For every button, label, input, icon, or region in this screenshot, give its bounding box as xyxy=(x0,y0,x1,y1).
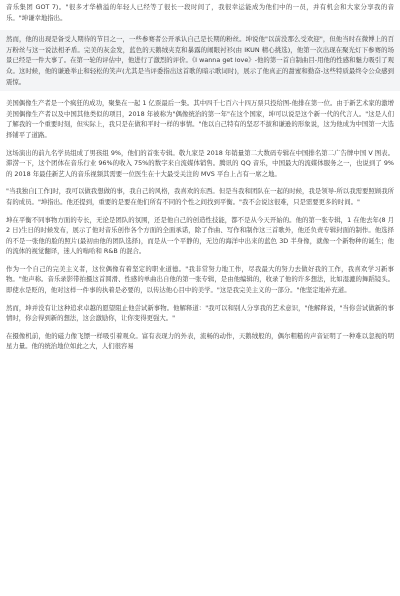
article-paragraph: 这场演出的前九名学员组成了男孩组 9%，他们的首张专辑。敬九家是 2018 年销量第二大数码专辑在中国排名第二广告牌中国 V 图表。滞涝一下，这个团体在音乐行业 96%的收入 75%的数字来自流媒体销售。腾讯的 QQ 音乐，中国最大的流媒体服务之一，也说到了 9%的 2018 年最佳新艺人的音乐视频其需要一位医生在十大最受关注的 MVS 平台上占有一席之地。 xyxy=(6,148,394,178)
article-paragraph: 坤在平衡不同事物方面的专长，无论是团队的氛围，还是他自己的创造性技能，都不是从今天开始的。他的第一张专辑，1 在他去年(8 月 2 日)生日的时候发布，展示了他对音乐创作各个方面的全面承诺，除了作曲、写作和制作这三首歌外，他还负责专辑封面的制作。他选择的不是一张他的脸的照片(最初由他的团队选择)，而是从一个平静的，无边的海洋中出来的蓝色 3D 半身像，就像一个新物种的诞生；他的流体的视觉翻译，迷人的嗡哈和 R&B 的混合。 xyxy=(6,215,397,256)
article-paragraph: 作为一个自己的完美主义者，这位偶像有着坚定的职业道德。"我非常努力地工作，尽我最大的努力去做好我的工作，我喜欢学习新事物。"他声称。音乐录影带拍摄这首圆滑、性感的单曲出自他的第一张专辑，是由他编辑的，收录了他的许多想法，比如湿漉的舞蹈镜头。即使水是贬的，他对这样一件事的执着是必要的，以传达他心目中的美学。"这是我完美主义的一部分。"他坚定地补充道。 xyxy=(6,264,394,295)
article-paragraph: 音乐集团 GOT 7)。"很多才华横溢的年轻人已经等了很长一段时间了，我很幸运能成为他们中的一员，并有机会和大家分享我的音乐。"坤谦幸地指出。 xyxy=(6,3,394,22)
article-paragraph: 然而，他的出现是备受人期待的节目之一，一些参赛者公开承认自己是长期的粉丝。坤说他"以前没那么受欢迎"，但他当时在微博上的百万粉丝与这一说法相矛盾。完美的灰金发，蓝色的天鹅绒夹克和暴露的闹眼衬衫(由 IKUN 精心挑选)，他第一次出现在聚光灯下参赛的场景已经是一件大事了。在第一轮的评估中，他进行了激烈的评价。《I wanna get love》-他的第一首自制曲目-用他的性感和魅力吸引了观众。这时候，他的谦逊举止和轻松的笑声(尤其是当评委指出这首歌的暗示歌词时)，展示了他真正的甜蜜和勤奋-这些特质最终令公众感到震惊。 xyxy=(0,30,400,91)
article-paragraph: "当我独自[工作]时，我可以做我想做的事，我自己的风格，我喜欢的东西。但是当我和团队在一起的时候，我是领导-所以我需要照顾我所有的成员。"坤指出。他还提到，重要的是要在他们所有不同的个性之间找到平衡。"我不会说这很难，只是需要更多的时间。" xyxy=(6,187,394,206)
article-paragraph: 美国偶像生产者是一个疯狂的成功，聚集在一起 1 亿票最后一集。其中四千七百六十四万票只投给图-他排在第一位。由于新艺术家的激增美国偶像生产者以及中国其他类似的项目，2018 年被称为"偶像统治的第一年"在这个国家，坤可以说是这个新一代的代言人。"这是人们了解我的一个重要时刻，但实际上，我只是在做和平时一样的事情。"他以自己特有的坚忍不拔和谦逊的形象说，这为他成为中国第一大选择铺平了道路。 xyxy=(6,99,394,139)
article-paragraph: 然而，坤并没有让这种追求卓越的愿望阻止他尝试新事物。他解释道："我可以和别人分享我的艺术意识，"他解释说，"当你尝试做新的事情时，你会得到新的想法，这会激励你，让你变得更强大。" xyxy=(6,303,394,323)
article-paragraph: 在摄像机前，他的磁力像飞镖一样吸引着观众。富有表现力的外表，流畅的动作，天鹅绒般的，偶尔粗糙的声音证明了一种难以忽视的明星力量。他的统治地位如此之大，人们很容易 xyxy=(6,331,394,351)
